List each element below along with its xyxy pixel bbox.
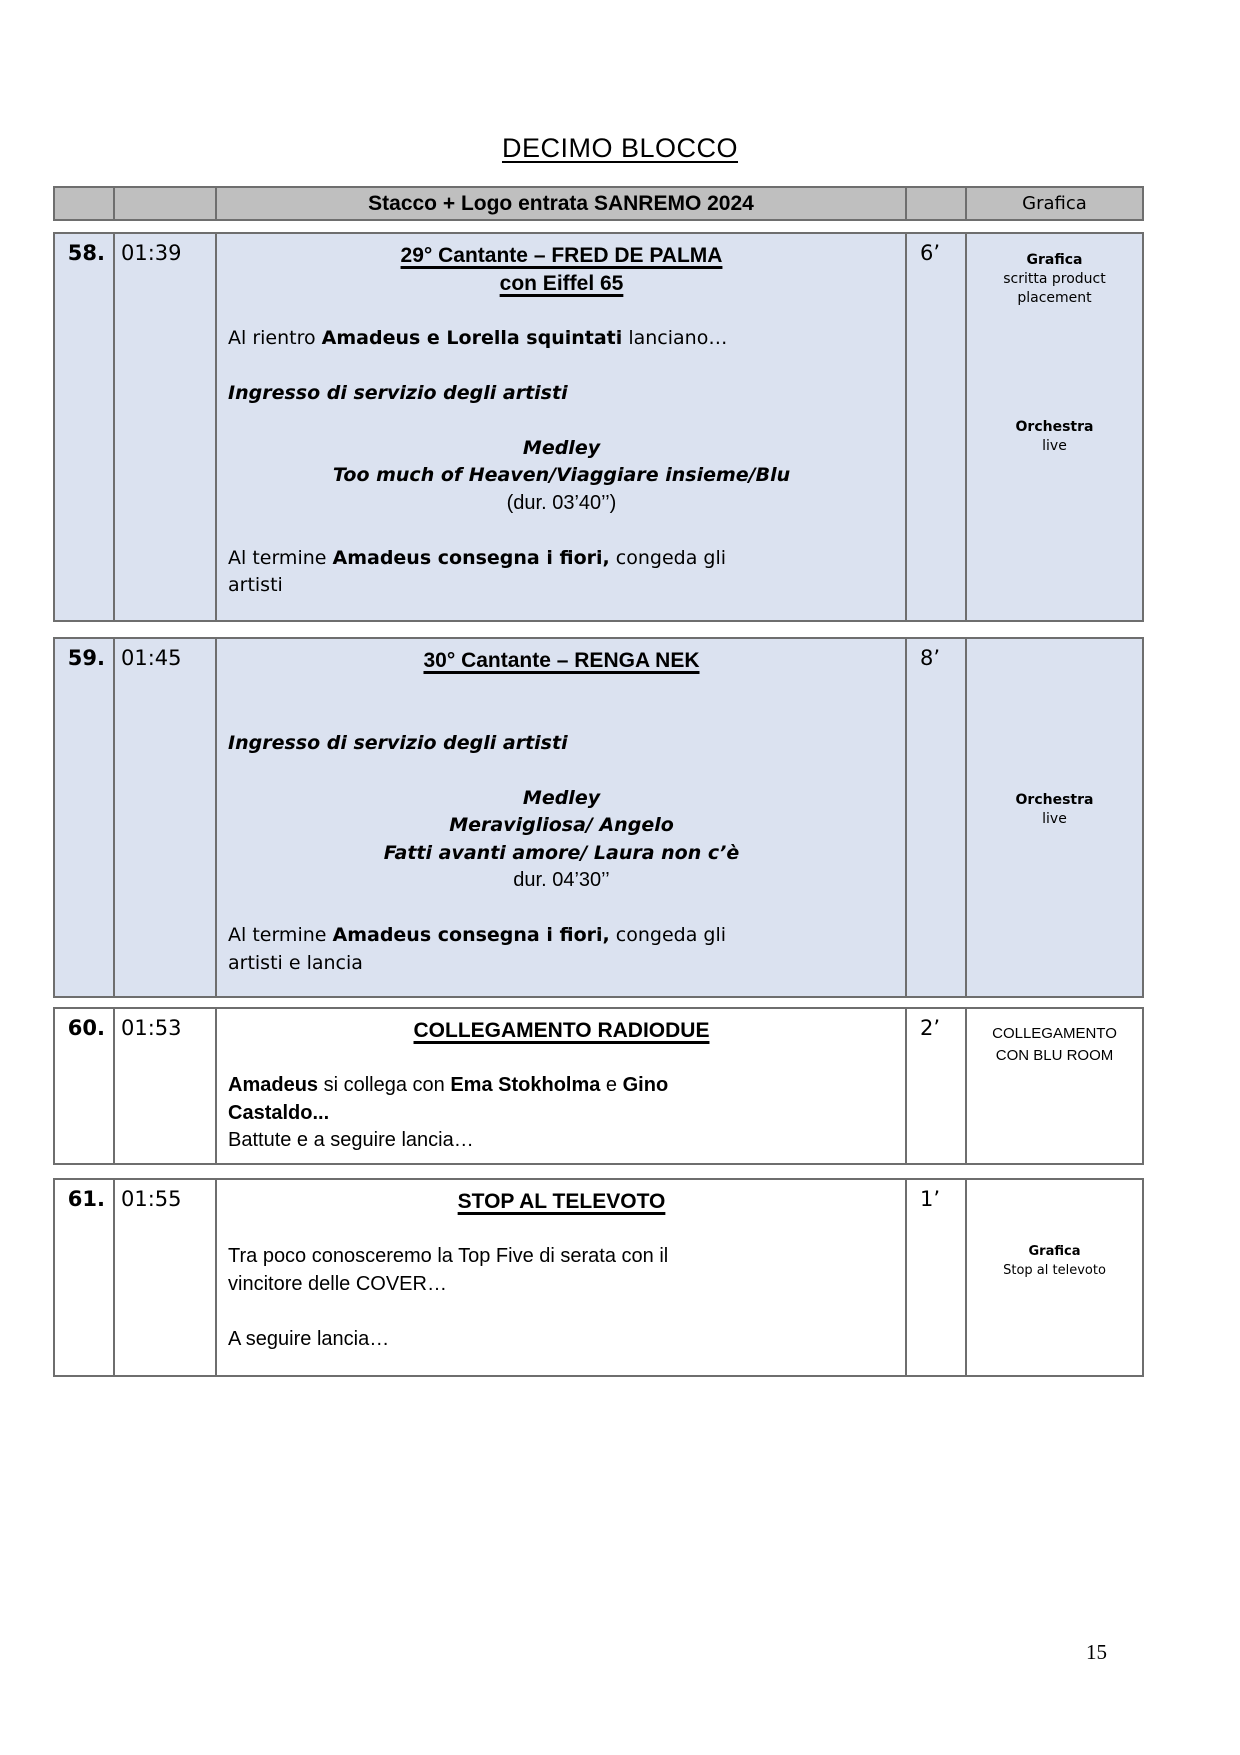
grafica-note-group (1003, 251, 1106, 308)
content-paragraph (228, 1100, 895, 1128)
header-cell-grafica (965, 188, 1142, 219)
text-segment: Meravigliosa/ Angelo (449, 814, 674, 836)
grafica-note-group (1016, 791, 1094, 829)
content-paragraph (228, 435, 895, 463)
text-segment: Al rientro (228, 326, 322, 349)
row-number: 61. (55, 1180, 113, 1375)
content-paragraph (228, 572, 895, 600)
rundown-row (53, 1007, 1144, 1165)
text-segment: Castaldo... (228, 1101, 330, 1124)
block-title-text: DECIMO BLOCCO (501, 133, 739, 163)
text-segment: (dur. 03’40’’) (506, 491, 617, 514)
row-time: 01:39 (113, 234, 215, 620)
rundown-rows (0, 232, 1240, 1377)
row-content (215, 1009, 905, 1163)
row-grafica-note (965, 639, 1142, 996)
item-title-line (228, 242, 895, 270)
item-title-text: 29° Cantante – FRED DE PALMA (400, 244, 723, 267)
content-paragraph (228, 785, 895, 813)
content-paragraph (228, 840, 895, 868)
row-duration: 6’ (905, 234, 965, 620)
row-number: 60. (55, 1009, 113, 1163)
text-segment: e (600, 1074, 623, 1096)
row-duration: 1’ (905, 1180, 965, 1375)
text-segment: artisti e lancia (228, 951, 363, 974)
header-cell-content (215, 188, 905, 219)
item-title (228, 242, 895, 297)
text-segment: vincitore delle COVER… (228, 1272, 447, 1295)
content-paragraph (228, 812, 895, 840)
content-paragraph (228, 1072, 895, 1100)
row-time: 01:53 (113, 1009, 215, 1163)
content-paragraph (228, 922, 895, 950)
content-paragraph (228, 490, 895, 518)
text-segment: Medley (522, 786, 601, 809)
item-title-text: con Eiffel 65 (499, 271, 624, 295)
grafica-note-line: scritta product (1003, 271, 1106, 287)
text-segment: dur. 04’30’’ (513, 869, 610, 891)
header-cell-number (55, 188, 113, 219)
header-grafica-label: Grafica (1022, 193, 1087, 214)
text-segment: congeda gli (609, 546, 726, 569)
content-paragraph (228, 1271, 895, 1299)
row-grafica-note (965, 234, 1142, 620)
text-segment: Amadeus consegna i fiori, (332, 546, 610, 569)
item-title-line (228, 1188, 895, 1216)
row-content (215, 234, 905, 620)
grafica-note-line: Stop al televoto (1003, 1263, 1106, 1278)
text-segment: si collega con (318, 1074, 451, 1096)
header-cell-time (113, 188, 215, 219)
content-paragraph (228, 462, 895, 490)
table-header-row (53, 186, 1144, 221)
content-paragraph (228, 730, 895, 758)
row-grafica-note (965, 1180, 1142, 1375)
row-content (215, 639, 905, 996)
text-segment: Tra poco conosceremo la Top Five di serata con il (228, 1245, 669, 1267)
content-paragraph (228, 1326, 895, 1354)
grafica-note-group (1016, 418, 1094, 456)
content-paragraph (228, 380, 895, 408)
item-title-text: STOP AL TELEVOTO (457, 1190, 666, 1213)
item-title (228, 1017, 895, 1045)
text-segment: Too much of Heaven/Viaggiare insieme/Blu (332, 464, 791, 486)
row-number: 59. (55, 639, 113, 996)
text-segment: Ingresso di servizio degli artisti (228, 381, 568, 404)
grafica-note-line: placement (1017, 290, 1092, 306)
row-time: 01:55 (113, 1180, 215, 1375)
grafica-note-line: Orchestra (1015, 791, 1094, 808)
item-title (228, 647, 895, 675)
grafica-note-line: Grafica (1026, 252, 1083, 268)
row-duration: 2’ (905, 1009, 965, 1163)
text-segment: Amadeus consegna i fiori, (332, 924, 610, 946)
item-title-text: 30° Cantante – RENGA NEK (423, 649, 700, 672)
content-paragraph (228, 325, 895, 353)
item-title-line (228, 270, 895, 298)
rundown-row (53, 232, 1144, 622)
content-paragraph (228, 1127, 895, 1155)
header-stacco-label: Stacco + Logo entrata SANREMO 2024 (368, 191, 754, 215)
page-number: 15 (1086, 1640, 1107, 1664)
grafica-note-line: COLLEGAMENTO (992, 1025, 1117, 1042)
text-segment: Medley (522, 436, 601, 459)
row-time: 01:45 (113, 639, 215, 996)
text-segment: Amadeus (228, 1074, 319, 1096)
row-grafica-note (965, 1009, 1142, 1163)
grafica-note-group (992, 1023, 1117, 1067)
content-paragraph (228, 545, 895, 573)
grafica-note-line: live (1042, 810, 1067, 827)
text-segment: artisti (228, 574, 283, 596)
block-title (0, 133, 1240, 164)
grafica-note-line: Grafica (1028, 1244, 1081, 1259)
grafica-note-line: live (1042, 438, 1067, 454)
row-number: 58. (55, 234, 113, 620)
rundown-row (53, 637, 1144, 998)
rundown-row (53, 1178, 1144, 1377)
grafica-note-line: CON BLU ROOM (995, 1047, 1114, 1064)
header-cell-duration (905, 188, 965, 219)
row-content (215, 1180, 905, 1375)
text-segment: Gino (622, 1074, 669, 1096)
item-title-line (228, 1017, 895, 1045)
text-segment: lanciano… (622, 326, 728, 349)
text-segment: Amadeus e Lorella squintati (321, 326, 623, 349)
text-segment: A seguire lancia… (228, 1327, 390, 1350)
text-segment: congeda gli (609, 924, 726, 946)
content-paragraph (228, 950, 895, 978)
row-duration: 8’ (905, 639, 965, 996)
item-title (228, 1188, 895, 1216)
text-segment: Al termine (228, 546, 333, 569)
text-segment: Fatti avanti amore/ Laura non c’è (383, 841, 740, 864)
grafica-note-group (1003, 1242, 1106, 1280)
text-segment: Ingresso di servizio degli artisti (228, 731, 568, 754)
item-title-line (228, 647, 895, 675)
text-segment: Battute e a seguire lancia… (228, 1129, 474, 1151)
text-segment: Al termine (228, 924, 333, 946)
grafica-note-line: Orchestra (1015, 419, 1094, 435)
content-paragraph (228, 867, 895, 895)
item-title-text: COLLEGAMENTO RADIODUE (413, 1019, 710, 1042)
content-paragraph (228, 1243, 895, 1271)
text-segment: Ema Stokholma (450, 1074, 601, 1096)
